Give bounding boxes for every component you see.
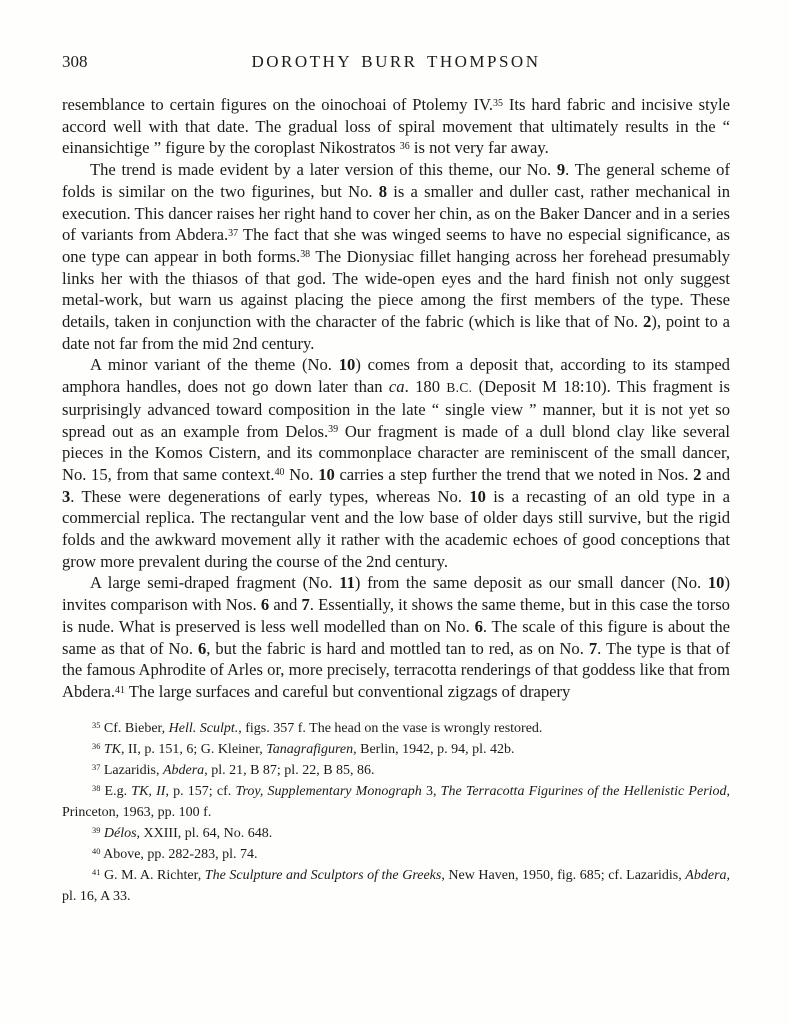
footnote-ref: 41 bbox=[114, 684, 125, 696]
paragraph: The trend is made evident by a later version of this theme, our No. 9. The general scheme of folds is similar on the two figurines, but No. 8 is a smaller and duller cast, rather mechanical in execution. This dancer raises her right hand to cover her chin, as on the Baker Dancer and in a series of variants from Abdera.$^{37}$ The fact that she was winged seems to have no especial significance, as one type can appear in both forms.$^{38}$ The Dionysiac fillet hanging across her forehead presumably links her with the thiasos of that god. The wide-open eyes and the hard finish not only suggest metal-work, but warn us against placing the piece among the first members of the type. These details, taken in conjunction with the character of the fabric (which is like that of No. 2), point to a date not far from the mid 2nd century. bbox=[62, 160, 731, 353]
footnote: $^{39}$ Délos, XXIII, pl. 64, No. 648. bbox=[92, 825, 273, 841]
page-number: 308 bbox=[62, 52, 88, 71]
body-text bbox=[62, 94, 730, 703]
footnote: $^{41}$ G. M. A. Richter, The Sculpture and Sculptors of the Greeks, New Haven, 1950, fig. 685; cf. Lazaridis, Abdera, pl. 16, A 33. bbox=[62, 867, 731, 904]
footnotes-section bbox=[62, 718, 730, 907]
footnote-ref: 38 bbox=[300, 249, 311, 261]
paragraph: resemblance to certain figures on the oinochoai of Ptolemy IV.$^{35}$ Its hard fabric and incisive style accord well with that date. The gradual loss of spiral movement that ultimately results in the “ einansichtige ” figure by the coroplast Nikostratos $^{36}$ is not very far away. bbox=[62, 95, 730, 158]
footnote-ref: 37 bbox=[92, 762, 101, 772]
footnote-ref: 36 bbox=[92, 741, 101, 751]
footnote-ref: 39 bbox=[328, 424, 339, 436]
footnote-ref: 40 bbox=[92, 846, 101, 856]
footnote: $^{35}$ Cf. Bieber, Hell. Sculpt., figs. 357 f. The head on the vase is wrongly restored. bbox=[92, 720, 543, 736]
footnote-ref: 39 bbox=[92, 825, 101, 835]
page-header bbox=[62, 52, 730, 74]
running-title: DOROTHY BURR THOMPSON bbox=[251, 52, 541, 71]
footnote-ref: 38 bbox=[92, 783, 101, 793]
paragraph: A minor variant of the theme (No. 10) comes from a deposit that, according to its stamped amphora handles, does not go down later than ca. 180 B.C. (Deposit M 18:10). This fragment is surprisingly advanced toward composition in the late “ single view ” manner, but it is not yet so spread out as an example from Delos.$^{39}$ Our fragment is made of a dull blond clay like several pieces in the Komos Cistern, and its commonplace character are reminiscent of the small dancer, No. 15, from that same context.$^{40}$ No. 10 carries a step further the trend that we noted in Nos. 2 and 3. These were degenerations of early types, whereas No. 10 is a recasting of an old type in a commercial replica. The rectangular vent and the low base of older days still survive, but the rigid folds and the awkward movement ally it rather with the academic echoes of good conceptions that grow more prevalent during the course of the 2nd century. bbox=[62, 355, 731, 571]
footnote: $^{37}$ Lazaridis, Abdera, pl. 21, B 87; pl. 22, B 85, 86. bbox=[92, 762, 375, 778]
footnote: $^{36}$ TK, II, p. 151, 6; G. Kleiner, Tanagrafiguren, Berlin, 1942, p. 94, pl. 42b. bbox=[92, 741, 515, 757]
footnote-ref: 41 bbox=[92, 867, 101, 877]
footnote-ref: 35 bbox=[493, 97, 503, 109]
paragraph: A large semi-draped fragment (No. 11) from the same deposit as our small dancer (No. 10) invites comparison with Nos. 6 and 7. Essentially, it shows the same theme, but in this case the torso is nude. What is preserved is less well modelled than on No. 6. The scale of this figure is about the same as that of No. 6, but the fabric is hard and mottled tan to red, as on No. 7. The type is that of the famous Aphrodite of Arles or, more precisely, terracotta renderings of that goddess like that from Abdera.$^{41}$ The large surfaces and careful but conventional zigzags of drapery bbox=[62, 573, 731, 701]
footnote-ref: 40 bbox=[274, 467, 285, 479]
footnote-ref: 35 bbox=[92, 720, 101, 730]
footnote-ref: 37 bbox=[228, 227, 239, 239]
footnote: $^{40}$ Above, pp. 282-283, pl. 74. bbox=[92, 846, 258, 862]
footnote: $^{38}$ E.g. TK, II, p. 157; cf. Troy, Supplementary Monograph 3, The Terracotta Figurines of the Hellenistic Period, Princeton, 1963, pp. 100 f. bbox=[62, 783, 731, 820]
footnote-ref: 36 bbox=[399, 140, 410, 152]
